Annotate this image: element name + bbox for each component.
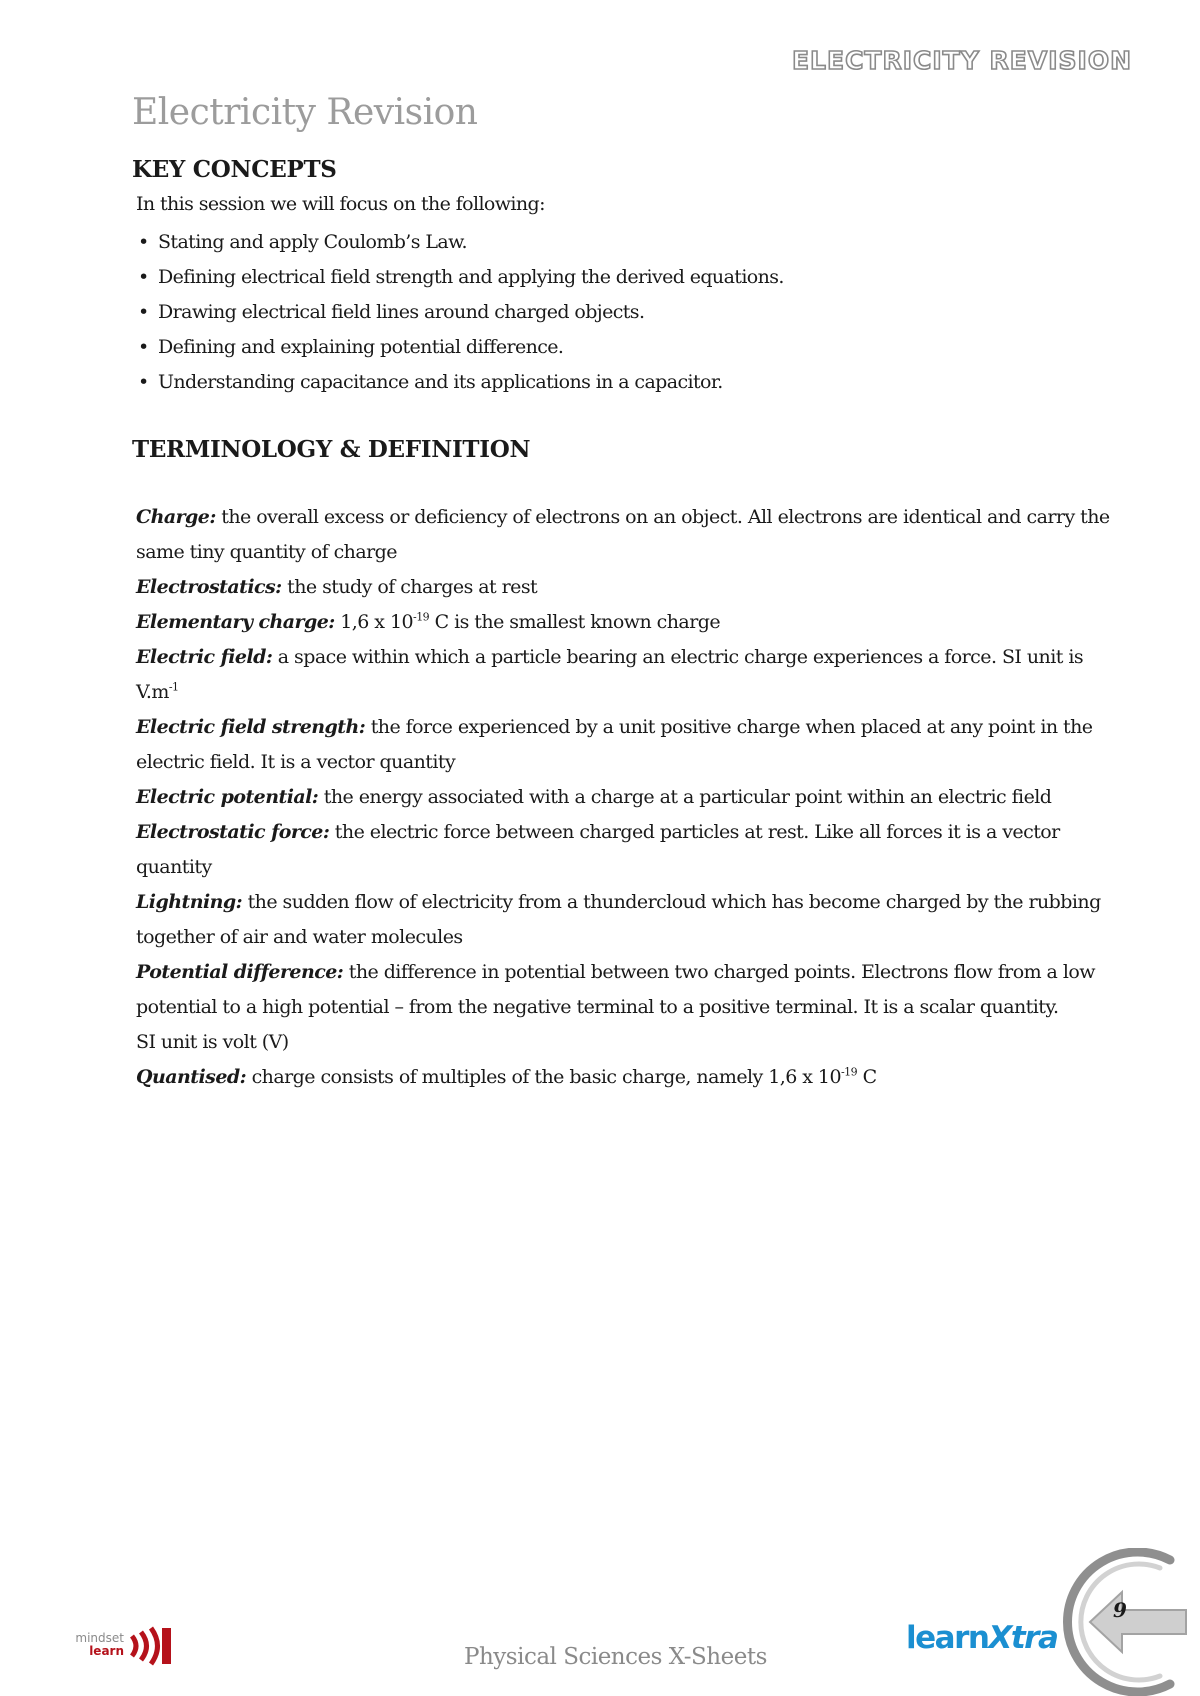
- definition-text: C is the smallest known charge: [429, 611, 721, 633]
- definition-text: the difference in potential between two charged points. Electrons flow from a low: [343, 961, 1095, 983]
- definition-electric-potential: [136, 780, 1118, 815]
- exponent: -1: [168, 680, 179, 694]
- definition-term: Electric field:: [136, 646, 273, 668]
- definition-text: the sudden flow of electricity from a thundercloud which has become charged by the rubbing: [242, 891, 1101, 913]
- exponent: -19: [413, 610, 430, 624]
- list-item-text: Understanding capacitance and its applications in a capacitor.: [158, 371, 723, 393]
- list-item: [136, 369, 784, 404]
- definition-quantised: [136, 1060, 1118, 1095]
- list-item: [136, 334, 784, 369]
- bullet-icon: •: [138, 301, 149, 323]
- key-concepts-heading: KEY CONCEPTS: [132, 156, 337, 183]
- list-item: [136, 299, 784, 334]
- definition-continuation: SI unit is volt (V): [136, 1031, 289, 1053]
- list-item-text: Stating and apply Coulomb’s Law.: [158, 231, 467, 253]
- next-page-arrow-icon[interactable]: [1060, 1548, 1200, 1696]
- terminology-definitions: [136, 500, 1118, 1095]
- definition-potential-difference: [136, 955, 1118, 990]
- definition-term: Lightning:: [136, 891, 243, 913]
- list-item-text: Defining electrical field strength and applying the derived equations.: [158, 266, 784, 288]
- definition-term: Quantised:: [136, 1066, 247, 1088]
- definition-charge: [136, 500, 1118, 535]
- list-item-text: Defining and explaining potential difference.: [158, 336, 564, 358]
- key-concepts-list: [136, 229, 784, 404]
- learnxtra-logo: [906, 1620, 1057, 1664]
- list-item: [136, 229, 784, 264]
- list-item: [136, 264, 784, 299]
- definition-electric-field-strength: [136, 710, 1118, 745]
- definition-text: the force experienced by a unit positive charge when placed at any point in the: [365, 716, 1093, 738]
- learnxtra-logo-part1: learn: [906, 1620, 989, 1656]
- definition-term: Charge:: [136, 506, 216, 528]
- definition-electrostatic-force: [136, 815, 1118, 850]
- definition-text: charge consists of multiples of the basic charge, namely 1,6 x 10: [246, 1066, 842, 1088]
- key-concepts-intro: In this session we will focus on the following:: [136, 193, 545, 215]
- definition-continuation: same tiny quantity of charge: [136, 541, 397, 563]
- bullet-icon: •: [138, 371, 149, 393]
- exponent: -19: [841, 1065, 858, 1079]
- definition-continuation: potential to a high potential – from the negative terminal to a positive terminal. It is a scalar quantity.: [136, 996, 1059, 1018]
- learnxtra-logo-part2: Xtra: [988, 1620, 1058, 1656]
- definition-text: the electric force between charged particles at rest. Like all forces it is a vector: [329, 821, 1060, 843]
- definition-electrostatics: [136, 570, 1118, 605]
- definition-term: Electric potential:: [136, 786, 319, 808]
- definition-text: C: [857, 1066, 877, 1088]
- mindset-logo-line2: learn: [89, 1644, 124, 1658]
- list-item-text: Drawing electrical field lines around charged objects.: [158, 301, 645, 323]
- mindset-logo-text: [74, 1632, 124, 1658]
- definition-text: the energy associated with a charge at a particular point within an electric field: [318, 786, 1052, 808]
- definition-continuation: electric field. It is a vector quantity: [136, 751, 456, 773]
- page-title: Electricity Revision: [132, 92, 478, 133]
- bullet-icon: •: [138, 231, 149, 253]
- definition-term: Potential difference:: [136, 961, 344, 983]
- definition-text: the overall excess or deficiency of electrons on an object. All electrons are identical and carry the: [215, 506, 1110, 528]
- definition-elementary-charge: [136, 605, 1118, 640]
- page-number: 9: [1113, 1598, 1127, 1622]
- running-head: ELECTRICITY REVISION: [791, 46, 1132, 75]
- mindset-logo-line1: mindset: [75, 1631, 124, 1645]
- mindset-logo-icon: [70, 1626, 180, 1666]
- definition-lightning: [136, 885, 1118, 920]
- definition-term: Electric field strength:: [136, 716, 366, 738]
- footer-title: Physical Sciences X-Sheets: [464, 1644, 767, 1670]
- definition-continuation: together of air and water molecules: [136, 926, 463, 948]
- definition-text: a space within which a particle bearing an electric charge experiences a force. SI unit is V.m: [136, 646, 1084, 703]
- definition-term: Electrostatic force:: [136, 821, 330, 843]
- definition-electric-field: [136, 640, 1118, 710]
- terminology-heading: TERMINOLOGY & DEFINITION: [132, 436, 531, 463]
- definition-term: Elementary charge:: [136, 611, 335, 633]
- bullet-icon: •: [138, 266, 149, 288]
- mindset-sound-waves-icon: [128, 1626, 174, 1666]
- bullet-icon: •: [138, 336, 149, 358]
- definition-text: 1,6 x 10: [334, 611, 414, 633]
- definition-continuation: quantity: [136, 856, 212, 878]
- definition-text: the study of charges at rest: [281, 576, 538, 598]
- definition-term: Electrostatics:: [136, 576, 282, 598]
